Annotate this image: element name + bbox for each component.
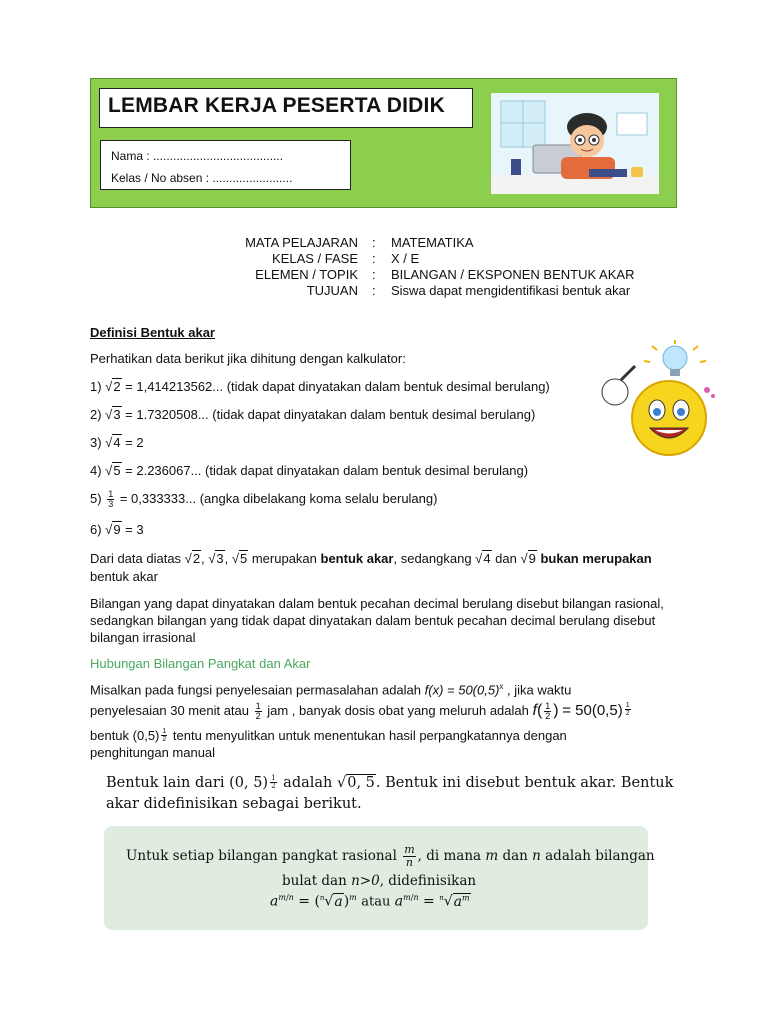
subheading: Hubungan Bilangan Pangkat dan Akar xyxy=(90,656,311,671)
list-item: 2) √3 = 1.7320508... (tidak dapat dinyatakan dalam bentuk desimal berulang) xyxy=(90,407,536,422)
example-line-2: penyelesaian 30 menit atau $\frac{1}{2}$ jam , banyak dosis obat yang meluruh adalah f( $\frac{1}{2}$ ) = 50(0,5) $^{\frac{1}{2}}$ xyxy=(90,701,630,722)
example-line-4: penghitungan manual xyxy=(90,745,216,760)
item-text: = 2.236067... (tidak dapat dinyatakan dalam bentuk desimal berulang) xyxy=(121,463,529,478)
meta-sep: : xyxy=(372,251,376,266)
student-info-box xyxy=(100,140,351,190)
radicand: 4 xyxy=(113,435,121,450)
name-field[interactable]: Nama : ....................................... xyxy=(111,149,284,163)
fraction: $\frac{1}{3}$ xyxy=(108,489,114,509)
meta-value: BILANGAN / EKSPONEN BENTUK AKAR xyxy=(391,267,635,282)
radicand: 5 xyxy=(113,463,121,478)
meta-key: MATA PELAJARAN xyxy=(245,235,358,250)
radicand: 2 xyxy=(113,379,121,394)
section-heading: Definisi Bentuk akar xyxy=(90,325,215,340)
book-line-2: akar didefinisikan sebagai berikut. xyxy=(106,796,362,812)
list-item: 3) √4 = 2 xyxy=(90,435,144,450)
meta-subject xyxy=(200,235,700,251)
definition-paragraph: Bilangan yang dapat dinyatakan dalam bentuk pecahan decimal berulang disebut bilangan rasional, sedangkan bilangan yang tidak dapat dinyatakan dalam bentuk pecahan decimal berulang disebut bilangan irrasional xyxy=(90,596,664,645)
definition-line-1: Untuk setiap bilangan pangkat rasional $\frac{m}{n}$ , di mana m dan n adalah bilangan xyxy=(126,843,655,869)
summary-line: Dari data diatas √2, √3, √5 merupakan bentuk akar, sedangkang √4 dan √9 bukan merupakan xyxy=(90,551,652,566)
list-item xyxy=(90,490,437,509)
item-number: 2) xyxy=(90,407,102,422)
radicand: 9 xyxy=(113,522,121,537)
worksheet-title: LEMBAR KERJA PESERTA DIDIK xyxy=(99,88,473,128)
item-number: 5) xyxy=(90,490,102,506)
item-number: 4) xyxy=(90,463,102,478)
example-line-1: Misalkan pada fungsi penyelesaian permasalahan adalah $f(x) = 50(0,5)^x$ , jika waktu xyxy=(90,682,572,698)
meta-sep: : xyxy=(372,267,376,282)
definition-line-2: bulat dan n>0, didefinisikan xyxy=(282,873,477,889)
meta-value: X / E xyxy=(391,251,420,266)
book-line-1: Bentuk lain dari (0, 5) $^{\frac{1}{2}}$ adalah √0, 5. Bentuk ini disebut bentuk akar. Bentuk xyxy=(106,774,674,791)
student-laptop-illustration xyxy=(491,93,659,194)
radicand: 3 xyxy=(113,407,121,422)
meta-value: Siswa dapat mengidentifikasi bentuk akar xyxy=(391,283,631,298)
item-number: 3) xyxy=(90,435,102,450)
meta-class xyxy=(200,251,700,267)
meta-goal xyxy=(200,283,700,299)
meta-sep: : xyxy=(372,235,376,250)
list-item: 1) √2 = 1,414213562... (tidak dapat dinyatakan dalam bentuk desimal berulang) xyxy=(90,379,550,394)
meta-key: ELEMEN / TOPIK xyxy=(255,267,358,282)
item-number: 1) xyxy=(90,379,102,394)
definition-formula: $a^{m/n} = (^n√a)^m$ atau $a^{m/n} = ^n√a^m$ xyxy=(270,893,470,910)
item-text: = 3 xyxy=(121,522,144,537)
list-item: 6) √9 = 3 xyxy=(90,522,144,537)
item-text: = 2 xyxy=(121,435,144,450)
item-text: = 1.7320508... (tidak dapat dinyatakan dalam bentuk desimal berulang) xyxy=(121,407,536,422)
meta-sep: : xyxy=(372,283,376,298)
intro-text: Perhatikan data berikut jika dihitung dengan kalkulator: xyxy=(90,351,406,366)
item-text: = 0,333333... (angka dibelakang koma selalu berulang) xyxy=(116,490,438,506)
meta-key: KELAS / FASE xyxy=(272,251,358,266)
item-number: 6) xyxy=(90,522,102,537)
item-text: = 1,414213562... (tidak dapat dinyatakan dalam bentuk desimal berulang) xyxy=(121,379,550,394)
example-line-3: bentuk (0,5) $^{\frac{1}{2}}$ tentu menyulitkan untuk menentukan hasil perpangkatannya dengan xyxy=(90,728,567,743)
list-item: 4) √5 = 2.236067... (tidak dapat dinyatakan dalam bentuk desimal berulang) xyxy=(90,463,529,478)
meta-topic xyxy=(200,267,700,283)
idea-emoji-illustration xyxy=(595,340,720,460)
summary-line-2: bentuk akar xyxy=(90,569,158,584)
class-field[interactable]: Kelas / No absen : ........................ xyxy=(111,171,293,185)
meta-value: MATEMATIKA xyxy=(391,235,474,250)
meta-key: TUJUAN xyxy=(306,283,358,298)
